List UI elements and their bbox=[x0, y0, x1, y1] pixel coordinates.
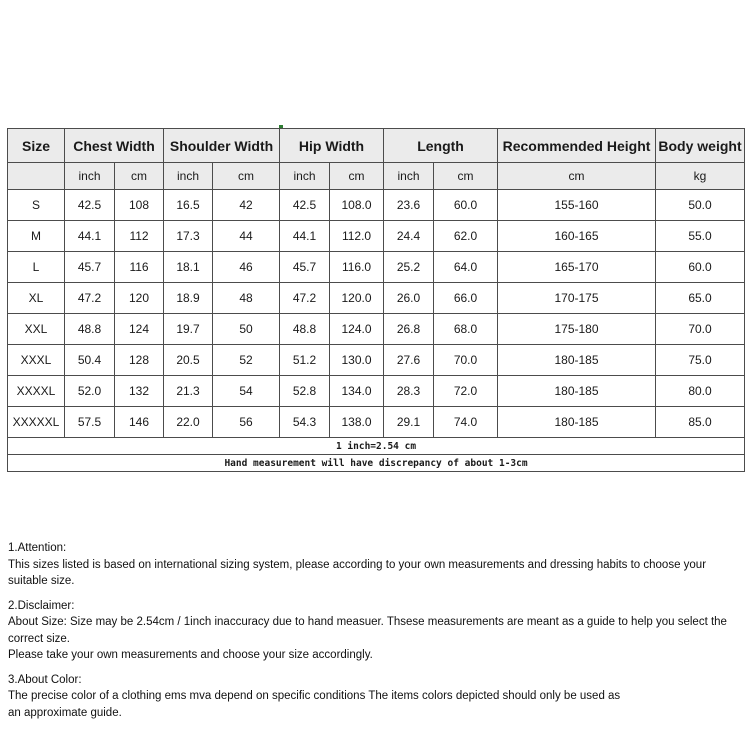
table-header-row bbox=[8, 129, 745, 163]
column-header-shoulder-width: Shoulder Width bbox=[164, 129, 280, 163]
note-line: The precise color of a clothing ems mva depend on specific conditions The items colors depicted should only be used as bbox=[8, 690, 621, 702]
measurement-cell: 25.2 bbox=[384, 252, 434, 283]
measurement-cell: 68.0 bbox=[434, 314, 498, 345]
measurement-cell: 132 bbox=[115, 376, 164, 407]
unit-cell-hip-inch: inch bbox=[280, 163, 330, 190]
measurement-cell: 50.4 bbox=[65, 345, 115, 376]
unit-cell-shoulder-cm: cm bbox=[213, 163, 280, 190]
measurement-cell: 52.0 bbox=[65, 376, 115, 407]
size-label-cell: S bbox=[8, 190, 65, 221]
measurement-cell: 57.5 bbox=[65, 407, 115, 438]
measurement-cell: 42 bbox=[213, 190, 280, 221]
measurement-cell: 18.9 bbox=[164, 283, 213, 314]
column-header-recommended-height: Recommended Height bbox=[498, 129, 656, 163]
measurement-cell: 65.0 bbox=[656, 283, 745, 314]
measurement-cell: 50.0 bbox=[656, 190, 745, 221]
table-unit-row bbox=[8, 163, 745, 190]
unit-cell-length-cm: cm bbox=[434, 163, 498, 190]
column-header-length: Length bbox=[384, 129, 498, 163]
measurement-cell: 170-175 bbox=[498, 283, 656, 314]
measurement-cell: 128 bbox=[115, 345, 164, 376]
table-row bbox=[8, 314, 745, 345]
measurement-cell: 60.0 bbox=[656, 252, 745, 283]
table-row bbox=[8, 221, 745, 252]
measurement-cell: 175-180 bbox=[498, 314, 656, 345]
measurement-cell: 23.6 bbox=[384, 190, 434, 221]
measurement-cell: 62.0 bbox=[434, 221, 498, 252]
notes-section bbox=[8, 540, 746, 729]
measurement-cell: 29.1 bbox=[384, 407, 434, 438]
measurement-cell: 180-185 bbox=[498, 345, 656, 376]
measurement-cell: 108 bbox=[115, 190, 164, 221]
measurement-cell: 26.8 bbox=[384, 314, 434, 345]
column-header-hip-width: Hip Width bbox=[280, 129, 384, 163]
measurement-cell: 45.7 bbox=[280, 252, 330, 283]
measurement-cell: 120 bbox=[115, 283, 164, 314]
measurement-cell: 64.0 bbox=[434, 252, 498, 283]
measurement-cell: 51.2 bbox=[280, 345, 330, 376]
unit-cell-height-cm: cm bbox=[498, 163, 656, 190]
measurement-cell: 24.4 bbox=[384, 221, 434, 252]
column-header-chest-width: Chest Width bbox=[65, 129, 164, 163]
measurement-cell: 21.3 bbox=[164, 376, 213, 407]
unit-cell-chest-cm: cm bbox=[115, 163, 164, 190]
measurement-cell: 112.0 bbox=[330, 221, 384, 252]
size-label-cell: XXXXXL bbox=[8, 407, 65, 438]
measurement-cell: 48.8 bbox=[280, 314, 330, 345]
note-block bbox=[8, 672, 746, 722]
measurement-cell: 52.8 bbox=[280, 376, 330, 407]
measurement-cell: 19.7 bbox=[164, 314, 213, 345]
size-label-cell: XL bbox=[8, 283, 65, 314]
note-block bbox=[8, 598, 746, 664]
measurement-cell: 54 bbox=[213, 376, 280, 407]
measurement-cell: 18.1 bbox=[164, 252, 213, 283]
measurement-cell: 134.0 bbox=[330, 376, 384, 407]
measurement-cell: 70.0 bbox=[656, 314, 745, 345]
unit-cell-length-inch: inch bbox=[384, 163, 434, 190]
note-heading: 1.Attention: bbox=[8, 542, 67, 554]
measurement-cell: 46 bbox=[213, 252, 280, 283]
measurement-cell: 42.5 bbox=[65, 190, 115, 221]
size-label-cell: L bbox=[8, 252, 65, 283]
measurement-cell: 47.2 bbox=[280, 283, 330, 314]
footnote-inch-conversion: 1 inch=2.54 cm bbox=[8, 438, 745, 455]
measurement-cell: 44.1 bbox=[280, 221, 330, 252]
measurement-cell: 124 bbox=[115, 314, 164, 345]
measurement-cell: 130.0 bbox=[330, 345, 384, 376]
unit-cell-weight-kg: kg bbox=[656, 163, 745, 190]
note-block bbox=[8, 540, 746, 590]
measurement-cell: 85.0 bbox=[656, 407, 745, 438]
measurement-cell: 44.1 bbox=[65, 221, 115, 252]
size-chart-table bbox=[7, 128, 745, 472]
measurement-cell: 20.5 bbox=[164, 345, 213, 376]
note-line: This sizes listed is based on international sizing system, please according to your own measurements and dressing habits to choose your suitable size. bbox=[8, 558, 707, 587]
measurement-cell: 74.0 bbox=[434, 407, 498, 438]
measurement-cell: 75.0 bbox=[656, 345, 745, 376]
measurement-cell: 120.0 bbox=[330, 283, 384, 314]
measurement-cell: 22.0 bbox=[164, 407, 213, 438]
measurement-cell: 26.0 bbox=[384, 283, 434, 314]
measurement-cell: 45.7 bbox=[65, 252, 115, 283]
table-row bbox=[8, 252, 745, 283]
measurement-cell: 60.0 bbox=[434, 190, 498, 221]
measurement-cell: 50 bbox=[213, 314, 280, 345]
measurement-cell: 66.0 bbox=[434, 283, 498, 314]
note-line: Please take your own measurements and choose your size accordingly. bbox=[8, 649, 373, 661]
table-row bbox=[8, 283, 745, 314]
measurement-cell: 112 bbox=[115, 221, 164, 252]
measurement-cell: 180-185 bbox=[498, 407, 656, 438]
measurement-cell: 48 bbox=[213, 283, 280, 314]
measurement-cell: 44 bbox=[213, 221, 280, 252]
column-header-size: Size bbox=[8, 129, 65, 163]
footnote-hand-measurement: Hand measurement will have discrepancy of about 1-3cm bbox=[8, 455, 745, 472]
note-heading: 3.About Color: bbox=[8, 673, 82, 686]
measurement-cell: 80.0 bbox=[656, 376, 745, 407]
measurement-cell: 52 bbox=[213, 345, 280, 376]
table-row bbox=[8, 407, 745, 438]
measurement-cell: 16.5 bbox=[164, 190, 213, 221]
note-line: an approximate guide. bbox=[8, 706, 122, 719]
measurement-cell: 48.8 bbox=[65, 314, 115, 345]
table-row bbox=[8, 190, 745, 221]
measurement-cell: 160-165 bbox=[498, 221, 656, 252]
measurement-cell: 108.0 bbox=[330, 190, 384, 221]
measurement-cell: 180-185 bbox=[498, 376, 656, 407]
size-label-cell: XXXXL bbox=[8, 376, 65, 407]
measurement-cell: 54.3 bbox=[280, 407, 330, 438]
measurement-cell: 146 bbox=[115, 407, 164, 438]
measurement-cell: 138.0 bbox=[330, 407, 384, 438]
column-header-body-weight: Body weight bbox=[656, 129, 745, 163]
note-line: About Size: Size may be 2.54cm / 1inch inaccuracy due to hand measuer. Thsese measurements are meant as a guide to help you select the correct size. bbox=[8, 616, 727, 645]
unit-cell-chest-inch: inch bbox=[65, 163, 115, 190]
size-label-cell: XXXL bbox=[8, 345, 65, 376]
size-label-cell: XXL bbox=[8, 314, 65, 345]
measurement-cell: 27.6 bbox=[384, 345, 434, 376]
footnote-row bbox=[8, 455, 745, 472]
measurement-cell: 55.0 bbox=[656, 221, 745, 252]
measurement-cell: 165-170 bbox=[498, 252, 656, 283]
measurement-cell: 155-160 bbox=[498, 190, 656, 221]
measurement-cell: 42.5 bbox=[280, 190, 330, 221]
unit-cell-shoulder-inch: inch bbox=[164, 163, 213, 190]
measurement-cell: 72.0 bbox=[434, 376, 498, 407]
table-row bbox=[8, 345, 745, 376]
measurement-cell: 56 bbox=[213, 407, 280, 438]
note-heading: 2.Disclaimer: bbox=[8, 599, 75, 612]
measurement-cell: 28.3 bbox=[384, 376, 434, 407]
measurement-cell: 124.0 bbox=[330, 314, 384, 345]
measurement-cell: 116.0 bbox=[330, 252, 384, 283]
unit-cell-hip-cm: cm bbox=[330, 163, 384, 190]
footnote-row bbox=[8, 438, 745, 455]
measurement-cell: 47.2 bbox=[65, 283, 115, 314]
size-label-cell: M bbox=[8, 221, 65, 252]
measurement-cell: 17.3 bbox=[164, 221, 213, 252]
unit-cell-empty bbox=[8, 163, 65, 190]
measurement-cell: 116 bbox=[115, 252, 164, 283]
table-row bbox=[8, 376, 745, 407]
measurement-cell: 70.0 bbox=[434, 345, 498, 376]
